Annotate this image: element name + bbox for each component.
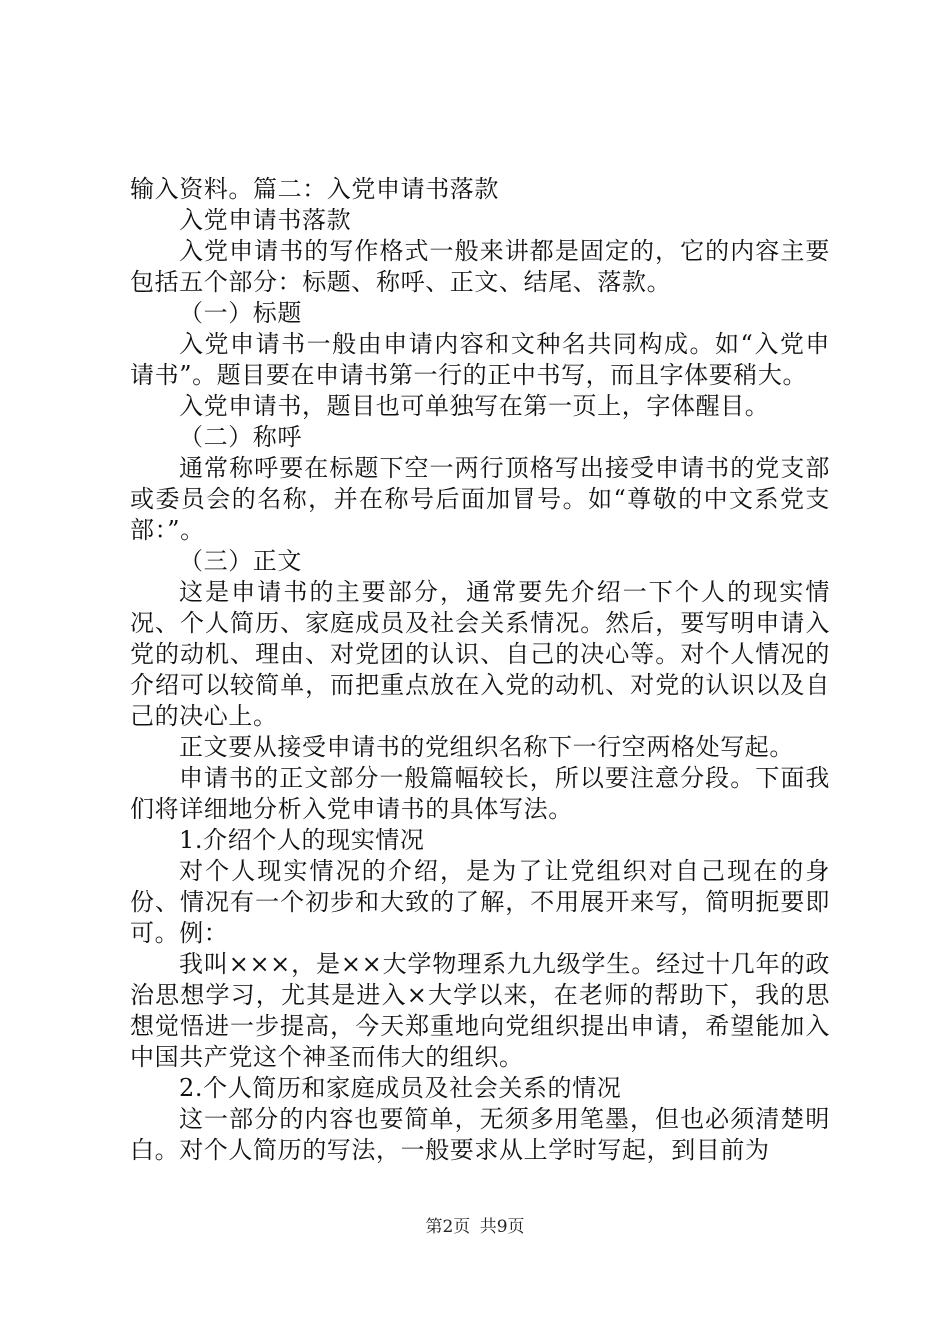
- paragraph-format-overview: 入党申请书的写作格式一般来讲都是固定的，它的内容主要包括五个部分：标题、称呼、正文、结尾、落款。: [130, 237, 830, 296]
- subheading-resume: 2.个人简历和家庭成员及社会关系的情况: [179, 1074, 622, 1102]
- document-body: [130, 174, 830, 1166]
- page-footer: [0, 1216, 950, 1238]
- subheading-title: （一）标题: [179, 299, 302, 327]
- paragraph-resume-desc: 这一部分的内容也要简单，无须多用笔墨，但也必须清楚明白。对个人简历的写法，一般要求从上学时写起，到目前为: [130, 1105, 830, 1164]
- paragraph-intro: 输入资料。篇二：入党申请书落款: [130, 175, 499, 203]
- paragraph-personal-desc: 对个人现实情况的介绍，是为了让党组织对自己现在的身份、情况有一个初步和大致的了解，不用展开来写，简明扼要即可。例：: [130, 857, 830, 947]
- paragraph-title-note: 入党申请书，题目也可单独写在第一页上，字体醒目。: [179, 392, 770, 420]
- paragraph-body-length: 申请书的正文部分一般篇幅较长，所以要注意分段。下面我们将详细地分析入党申请书的具体写法。: [130, 764, 830, 823]
- page-total: 共9页: [479, 1217, 525, 1237]
- paragraph-body-desc: 这是申请书的主要部分，通常要先介绍一下个人的现实情况、个人简历、家庭成员及社会关系情况。然后，要写明申请入党的动机、理由、对党团的认识、自己的决心等。对个人情况的介绍可以较简单，而把重点放在入党的动机、对党的认识以及自己的决心上。: [130, 578, 830, 730]
- page-number: 第2页: [425, 1217, 471, 1237]
- subheading-salutation: （二）称呼: [179, 423, 302, 451]
- paragraph-example: 我叫×××，是××大学物理系九九级学生。经过十几年的政治思想学习，尤其是进入×大学以来，在老师的帮助下，我的思想觉悟进一步提高，今天郑重地向党组织提出申请，希望能加入中国共产党这个神圣而伟大的组织。: [130, 950, 830, 1071]
- paragraph-title-desc: 入党申请书一般由申请内容和文种名共同构成。如“入党申请书”。题目要在申请书第一行的正中书写，而且字体要稍大。: [130, 330, 830, 389]
- paragraph-body-start: 正文要从接受申请书的党组织名称下一行空两格处写起。: [179, 733, 794, 761]
- subheading-body: （三）正文: [179, 547, 302, 575]
- section-heading-signature: 入党申请书落款: [179, 206, 352, 234]
- subheading-personal: 1.介绍个人的现实情况: [179, 826, 425, 854]
- paragraph-salutation-desc: 通常称呼要在标题下空一两行顶格写出接受申请书的党支部或委员会的名称，并在称号后面加冒号。如“尊敬的中文系党支部：”。: [130, 454, 830, 544]
